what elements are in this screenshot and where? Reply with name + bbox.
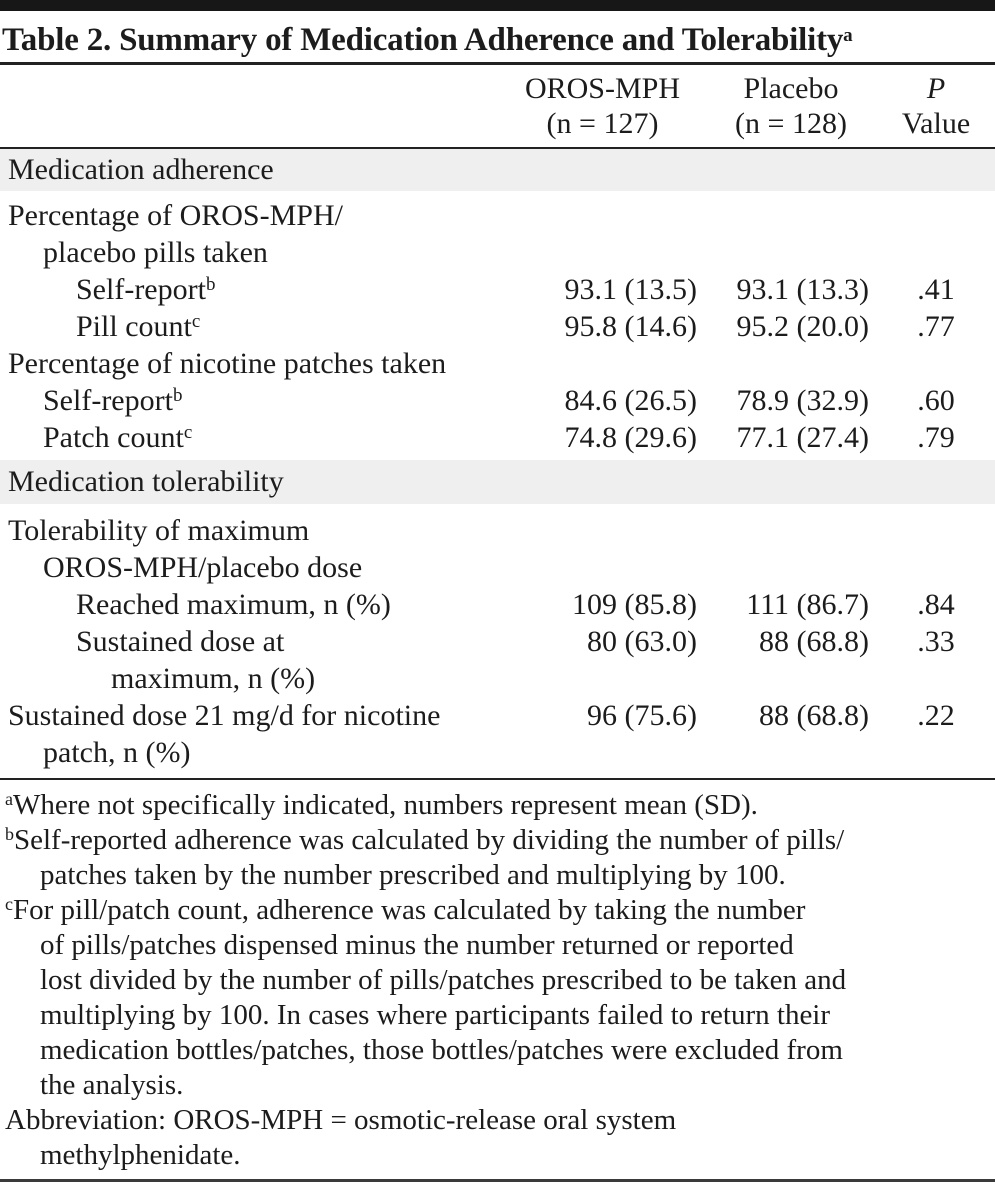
placebo-value [705, 734, 877, 771]
bottom-margin [0, 1182, 995, 1190]
p-value: .79 [917, 421, 955, 454]
row-label: patch, n (%) [43, 736, 191, 769]
p-value: .33 [917, 625, 955, 658]
pvalue-header-line2: Value [901, 107, 971, 140]
oros-value: 95.8 (14.6) [564, 310, 697, 343]
placebo-value [705, 345, 877, 382]
table-title-footnote-marker: a [843, 24, 853, 46]
p-value: .77 [917, 310, 955, 343]
table-title [0, 11, 995, 62]
p-value: .41 [917, 273, 955, 306]
oros-header-line1: OROS-MPH [524, 72, 681, 105]
section-header-adherence: Medication adherence [0, 149, 995, 191]
row-label: Reached maximum, n (%) [76, 588, 391, 621]
placebo-value: 95.2 (20.0) [736, 310, 869, 343]
table-row [0, 734, 995, 771]
footnote-line: $^a$Where not specifically indicated, numbers represent mean (SD). [5, 789, 758, 821]
oros-value: 80 (63.0) [587, 625, 697, 658]
oros-value: 109 (85.8) [572, 588, 697, 621]
table-row [0, 197, 995, 234]
placebo-value: 77.1 (27.4) [736, 421, 869, 454]
row-label: OROS-MPH/placebo dose [43, 551, 363, 584]
p-value [877, 197, 995, 234]
placebo-value [705, 549, 877, 586]
column-header-row [0, 65, 995, 147]
table-row [0, 308, 995, 345]
oros-value [500, 549, 705, 586]
oros-value: 96 (75.6) [587, 699, 697, 732]
row-label: Self-report$^b$ [76, 273, 216, 306]
p-value [877, 734, 995, 771]
table-row [0, 512, 995, 549]
table-row [0, 586, 995, 623]
footnote-line-abbreviation: Abbreviation: OROS-MPH = osmotic-release oral system [5, 1104, 677, 1136]
footnotes [0, 780, 995, 1179]
footnote-line: $^c$For pill/patch count, adherence was calculated by taking the number [5, 894, 806, 926]
oros-value [500, 345, 705, 382]
table-row [0, 382, 995, 419]
p-value [877, 234, 995, 271]
table-row [0, 419, 995, 456]
tolerability-rows [0, 504, 995, 778]
placebo-value: 88 (68.8) [759, 699, 869, 732]
oros-value: 74.8 (29.6) [564, 421, 697, 454]
row-label: Percentage of nicotine patches taken [8, 347, 447, 380]
placebo-value: 78.9 (32.9) [736, 384, 869, 417]
column-header-oros [500, 71, 705, 141]
placebo-value [705, 512, 877, 549]
placebo-value [705, 660, 877, 697]
table-row [0, 697, 995, 734]
row-label: maximum, n (%) [111, 662, 316, 695]
p-value: .22 [917, 699, 955, 732]
p-value [877, 345, 995, 382]
column-header-placebo [705, 71, 877, 141]
placebo-value: 88 (68.8) [759, 625, 869, 658]
placebo-value [705, 234, 877, 271]
table-row [0, 345, 995, 382]
row-label: Tolerability of maximum [8, 514, 310, 547]
footnote-line: methylphenidate. [40, 1139, 241, 1171]
table-title-text: Table 2. Summary of Medication Adherence and Tolerability [2, 22, 844, 58]
table-row [0, 623, 995, 660]
row-label: Sustained dose 21 mg/d for nicotine [8, 699, 441, 732]
placebo-header-line2: (n = 128) [735, 107, 847, 140]
oros-value [500, 660, 705, 697]
oros-value: 93.1 (13.5) [564, 273, 697, 306]
section-header-tolerability: Medication tolerability [0, 460, 995, 504]
row-label: Percentage of OROS-MPH/ [8, 199, 343, 232]
footnote-line: medication bottles/patches, those bottles/patches were excluded from [40, 1034, 843, 1066]
adherence-rows [0, 191, 995, 460]
oros-value [500, 197, 705, 234]
oros-value [500, 734, 705, 771]
footnote-line: patches taken by the number prescribed and multiplying by 100. [40, 859, 786, 891]
placebo-value: 93.1 (13.3) [736, 273, 869, 306]
top-rule-bar [0, 0, 995, 11]
table-row [0, 234, 995, 271]
pvalue-header-line1: P [926, 72, 946, 105]
p-value [877, 660, 995, 697]
p-value [877, 512, 995, 549]
p-value: .60 [917, 384, 955, 417]
row-label: Sustained dose at [76, 625, 285, 658]
column-header-pvalue [877, 71, 995, 141]
footnote-line: multiplying by 100. In cases where participants failed to return their [40, 999, 831, 1031]
oros-header-line2: (n = 127) [546, 107, 659, 140]
placebo-value [705, 197, 877, 234]
table-row [0, 549, 995, 586]
p-value [877, 549, 995, 586]
oros-value: 84.6 (26.5) [564, 384, 697, 417]
row-label: Patch count$^c$ [43, 421, 193, 454]
table-row [0, 660, 995, 697]
row-label: Self-report$^b$ [43, 384, 183, 417]
footnote-line: lost divided by the number of pills/patches prescribed to be taken and [40, 964, 847, 996]
oros-value [500, 512, 705, 549]
placebo-header-line1: Placebo [743, 72, 839, 105]
footnote-line: the analysis. [40, 1069, 184, 1101]
stub-header [0, 71, 500, 141]
p-value: .84 [917, 588, 955, 621]
row-label: Pill count$^c$ [76, 310, 201, 343]
oros-value [500, 234, 705, 271]
footnote-line: $^b$Self-reported adherence was calculated by dividing the number of pills/ [5, 824, 845, 856]
placebo-value: 111 (86.7) [746, 588, 869, 621]
footnote-line: of pills/patches dispensed minus the number returned or reported [40, 929, 794, 961]
table-row [0, 271, 995, 308]
row-label: placebo pills taken [43, 236, 268, 269]
